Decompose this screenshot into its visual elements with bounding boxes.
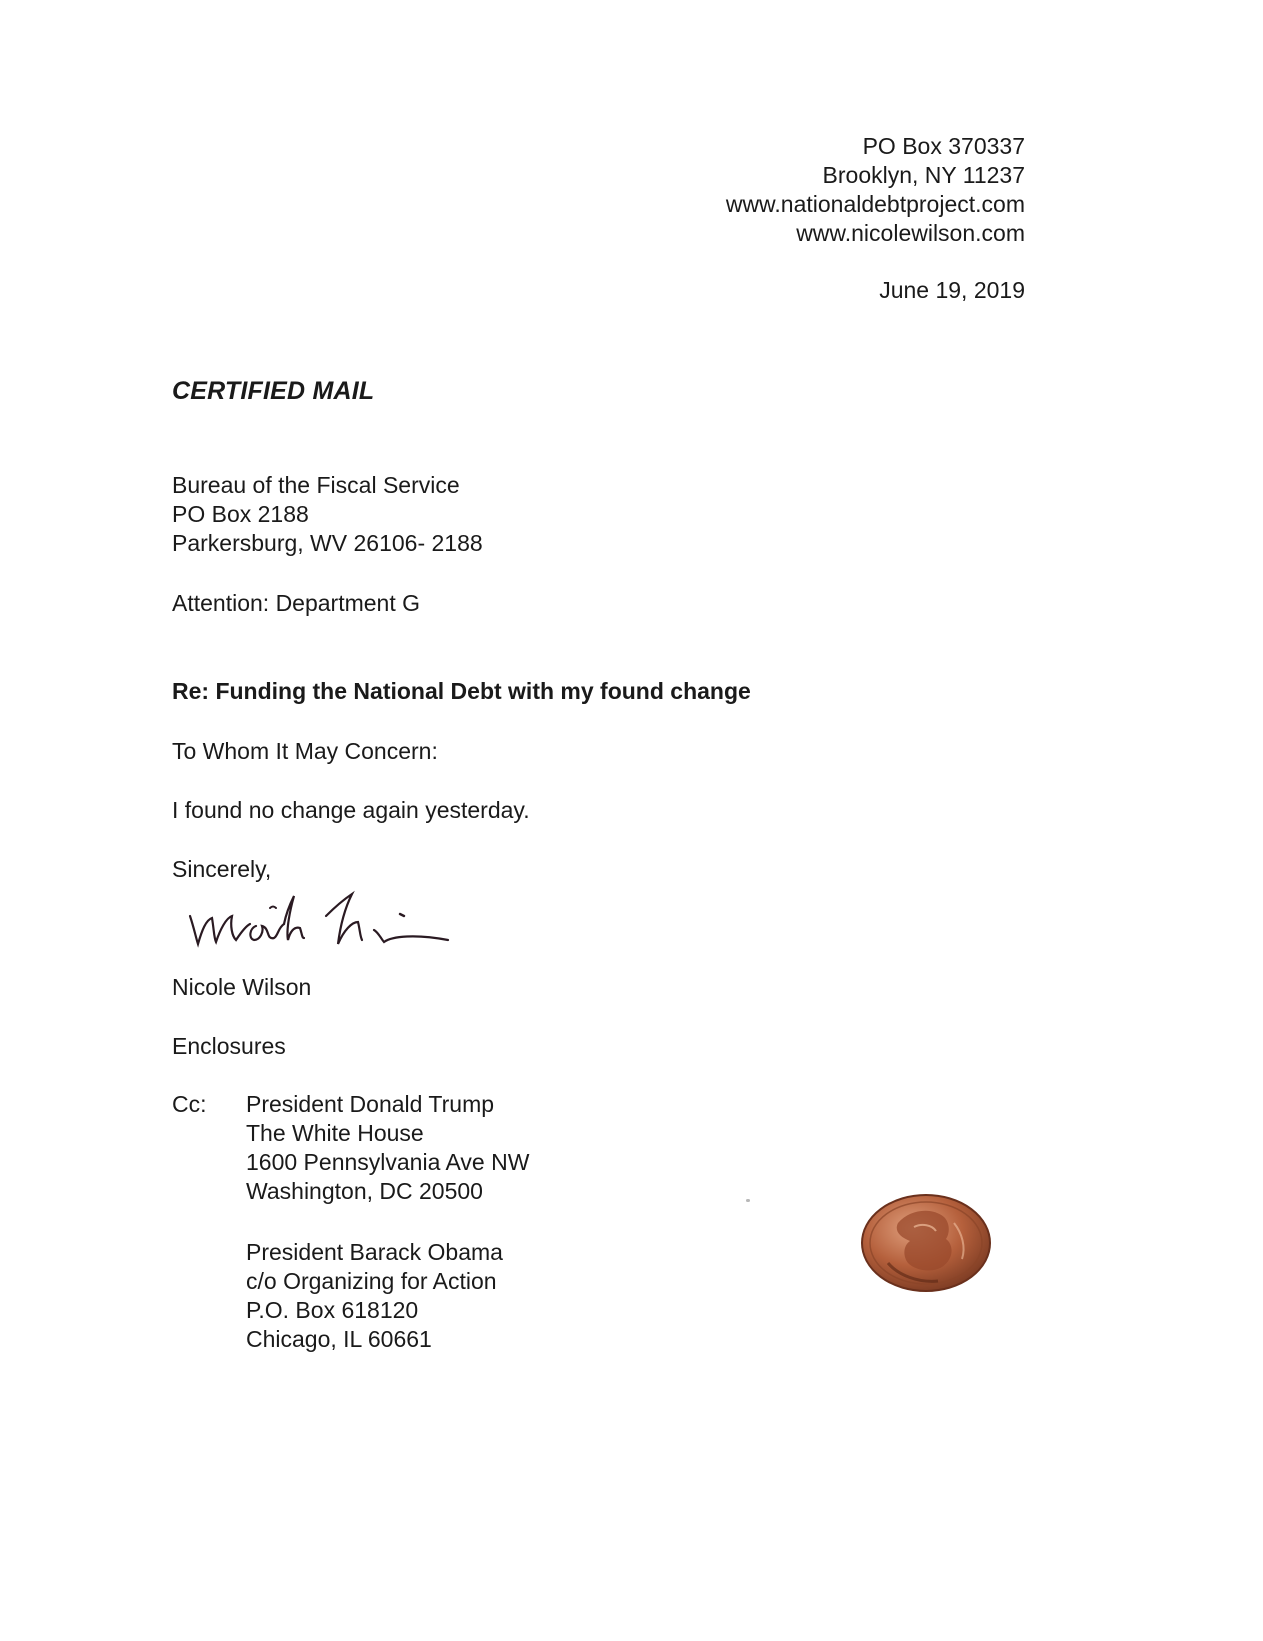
sender-website: www.nicolewilson.com bbox=[796, 220, 1025, 246]
body-text: I found no change again yesterday. bbox=[172, 797, 530, 823]
cc-recipient bbox=[246, 1090, 529, 1206]
cc-line: The White House bbox=[246, 1120, 424, 1146]
salutation: To Whom It May Concern: bbox=[172, 738, 438, 764]
recipient-line: Parkersburg, WV 26106- 2188 bbox=[172, 530, 483, 556]
cc-recipient bbox=[246, 1238, 503, 1354]
sender-website: www.nationaldebtproject.com bbox=[725, 191, 1025, 217]
subject-line: Re: Funding the National Debt with my found change bbox=[172, 678, 751, 704]
cc-line: 1600 Pennsylvania Ave NW bbox=[246, 1149, 530, 1175]
cc-line: President Barack Obama bbox=[246, 1239, 503, 1265]
enclosures-note: Enclosures bbox=[172, 1033, 286, 1059]
recipient-line: PO Box 2188 bbox=[172, 501, 309, 527]
attention-line: Attention: Department G bbox=[172, 590, 421, 616]
handwritten-signature bbox=[186, 886, 466, 958]
penny-image bbox=[858, 1193, 994, 1293]
cc-label: Cc: bbox=[172, 1091, 207, 1117]
recipient-line: Bureau of the Fiscal Service bbox=[172, 472, 460, 498]
cc-line: P.O. Box 618120 bbox=[246, 1297, 419, 1323]
sender-address bbox=[726, 132, 1025, 248]
sender-address-line: PO Box 370337 bbox=[862, 133, 1025, 159]
closing: Sincerely, bbox=[172, 856, 272, 882]
recipient-address bbox=[172, 471, 483, 558]
letter-date: June 19, 2019 bbox=[879, 277, 1025, 303]
certified-mail-heading: CERTIFIED MAIL bbox=[172, 377, 375, 405]
cc-line: c/o Organizing for Action bbox=[246, 1268, 497, 1294]
cc-line: Washington, DC 20500 bbox=[246, 1178, 483, 1204]
paper-speck bbox=[746, 1199, 750, 1202]
cc-line: President Donald Trump bbox=[246, 1091, 495, 1117]
sender-address-line: Brooklyn, NY 11237 bbox=[822, 162, 1025, 188]
cc-line: Chicago, IL 60661 bbox=[246, 1326, 432, 1352]
signer-name: Nicole Wilson bbox=[172, 974, 312, 1000]
